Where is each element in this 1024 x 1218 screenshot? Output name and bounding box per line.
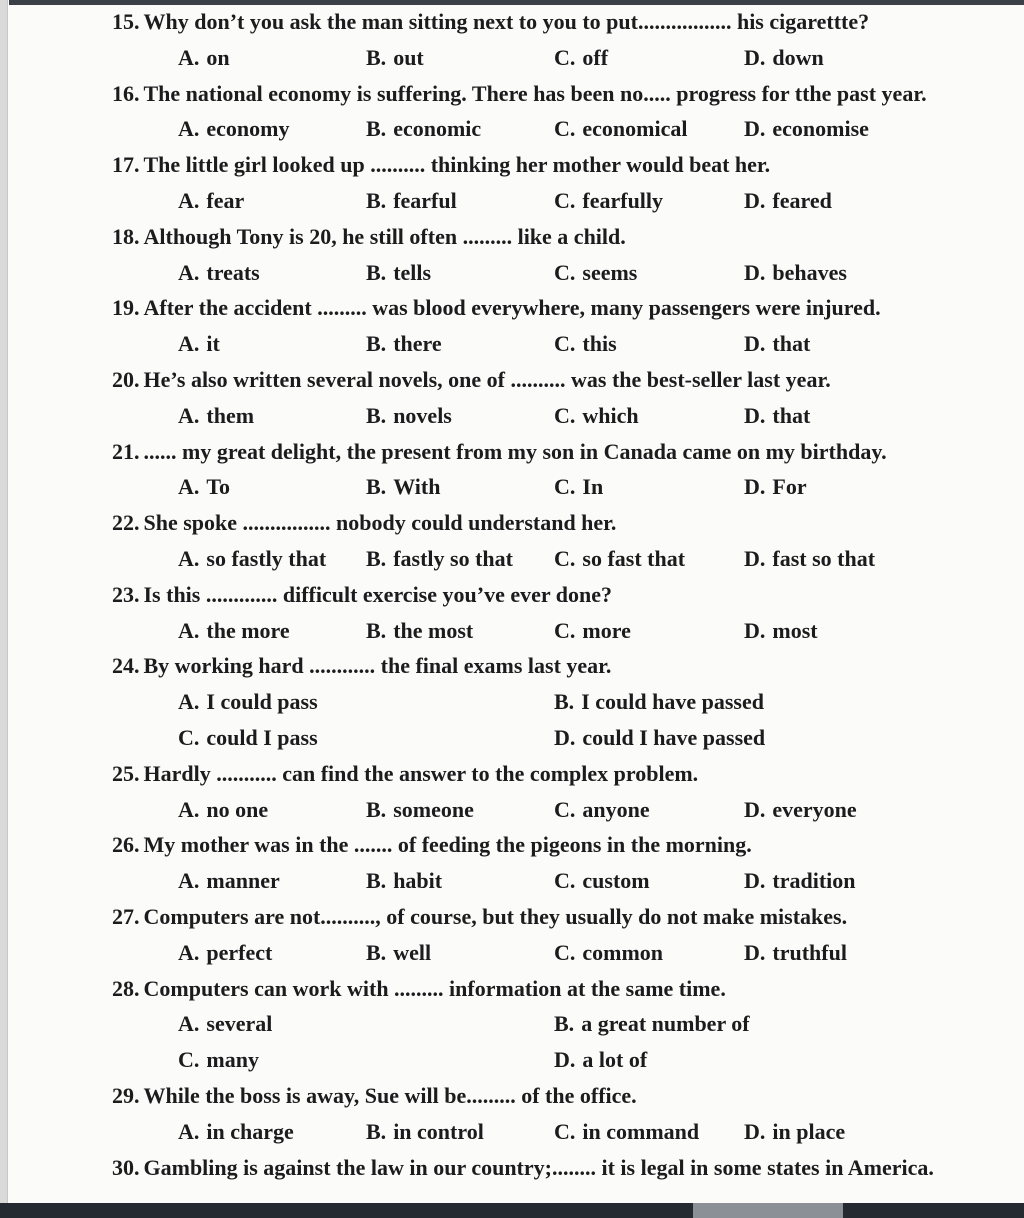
question-number: 26.	[112, 832, 140, 858]
option-text: In	[582, 474, 604, 500]
option-text: habit	[393, 868, 443, 894]
options-row	[112, 326, 952, 362]
question-text	[112, 577, 952, 613]
option-item	[178, 613, 366, 649]
option-label: D.	[554, 1047, 576, 1073]
option-text: behaves	[772, 259, 847, 285]
option-text: To	[206, 474, 231, 500]
option-text: With	[393, 474, 441, 500]
option-label: A.	[178, 474, 200, 500]
option-label: C.	[554, 44, 576, 70]
option-label: C.	[178, 724, 200, 750]
option-item	[366, 255, 554, 291]
option-text: the more	[206, 617, 290, 643]
question-body: He’s also written several novels, one of .......... was the best-seller last year.	[143, 366, 831, 392]
option-item	[554, 326, 744, 362]
question-block	[112, 971, 952, 1078]
question-number: 19.	[112, 295, 140, 321]
option-label: A.	[178, 1118, 200, 1144]
option-text: fearfully	[582, 187, 664, 213]
option-item	[554, 40, 744, 76]
question-number: 22.	[112, 510, 140, 536]
option-item	[366, 541, 554, 577]
option-text: on	[206, 44, 230, 70]
question-body: ...... my great delight, the present from my son in Canada came on my birthday.	[143, 438, 887, 464]
question-number: 16.	[112, 80, 140, 106]
option-item	[554, 111, 744, 147]
question-number: 18.	[112, 223, 140, 249]
question-block	[112, 290, 952, 362]
option-text: in charge	[206, 1118, 294, 1144]
option-text: could I have passed	[582, 724, 766, 750]
document-page	[112, 4, 952, 1185]
option-text: common	[582, 939, 664, 965]
option-item	[178, 398, 366, 434]
option-item	[744, 541, 952, 577]
options-row	[112, 684, 952, 756]
option-item	[554, 1006, 952, 1042]
option-text: everyone	[772, 796, 857, 822]
question-number: 25.	[112, 760, 140, 786]
option-label: B.	[366, 545, 387, 571]
option-item	[366, 469, 554, 505]
option-label: B.	[366, 796, 387, 822]
option-label: C.	[554, 187, 576, 213]
question-number: 20.	[112, 366, 140, 392]
question-text	[112, 1150, 952, 1186]
option-label: D.	[744, 868, 766, 894]
question-body: While the boss is away, Sue will be......... of the office.	[143, 1082, 637, 1108]
option-item	[744, 326, 952, 362]
option-label: A.	[178, 1011, 200, 1037]
question-text	[112, 219, 952, 255]
option-item	[366, 792, 554, 828]
question-block	[112, 1078, 952, 1150]
option-label: C.	[554, 939, 576, 965]
option-item	[744, 255, 952, 291]
option-item	[744, 398, 952, 434]
question-block	[112, 577, 952, 649]
option-text: the most	[393, 617, 474, 643]
question-block	[112, 434, 952, 506]
question-number: 27.	[112, 903, 140, 929]
option-label: C.	[554, 259, 576, 285]
options-row	[112, 469, 952, 505]
option-text: I could pass	[206, 689, 318, 715]
option-item	[178, 863, 366, 899]
question-block	[112, 362, 952, 434]
option-item	[366, 613, 554, 649]
option-item	[178, 40, 366, 76]
option-label: D.	[744, 259, 766, 285]
option-label: A.	[178, 868, 200, 894]
option-item	[554, 255, 744, 291]
option-label: B.	[366, 259, 387, 285]
question-body: By working hard ............ the final exams last year.	[143, 653, 612, 679]
option-label: C.	[554, 402, 576, 428]
options-row	[112, 255, 952, 291]
option-label: D.	[744, 44, 766, 70]
option-text: in place	[772, 1118, 846, 1144]
option-item	[554, 684, 952, 720]
option-text: fearful	[393, 187, 457, 213]
option-item	[178, 326, 366, 362]
option-item	[554, 613, 744, 649]
option-text: anyone	[582, 796, 650, 822]
option-label: B.	[366, 617, 387, 643]
question-text	[112, 4, 952, 40]
question-body: Computers are not.........., of course, but they usually do not make mistakes.	[143, 903, 848, 929]
option-item	[366, 40, 554, 76]
option-label: A.	[178, 545, 200, 571]
options-row	[112, 1006, 952, 1078]
option-label: A.	[178, 259, 200, 285]
question-body: Why don’t you ask the man sitting next to you to put................. his cigarettte?	[143, 9, 870, 34]
option-item	[178, 935, 366, 971]
option-label: B.	[366, 44, 387, 70]
option-label: B.	[366, 868, 387, 894]
option-item	[178, 183, 366, 219]
option-text: many	[206, 1047, 259, 1073]
option-label: D.	[744, 1118, 766, 1144]
option-text: in control	[393, 1118, 484, 1144]
question-text	[112, 362, 952, 398]
option-text: off	[582, 44, 609, 70]
option-item	[366, 326, 554, 362]
options-row	[112, 40, 952, 76]
option-item	[366, 863, 554, 899]
option-label: D.	[744, 331, 766, 357]
option-item	[366, 1114, 554, 1150]
question-number: 15.	[112, 9, 140, 34]
question-text	[112, 648, 952, 684]
scrollbar-thumb[interactable]	[693, 1203, 843, 1218]
option-label: D.	[744, 187, 766, 213]
option-label: D.	[744, 796, 766, 822]
option-text: them	[206, 402, 255, 428]
option-text: there	[393, 331, 442, 357]
question-block	[112, 899, 952, 971]
option-text: custom	[582, 868, 650, 894]
option-item	[178, 1006, 554, 1042]
options-row	[112, 792, 952, 828]
option-label: D.	[744, 939, 766, 965]
page-left-margin-strip	[0, 0, 8, 1218]
question-text	[112, 505, 952, 541]
option-item	[366, 183, 554, 219]
question-text	[112, 1078, 952, 1114]
question-text	[112, 76, 952, 112]
question-number: 17.	[112, 152, 140, 178]
question-body: The little girl looked up .......... thinking her mother would beat her.	[143, 152, 771, 178]
option-label: C.	[178, 1047, 200, 1073]
option-item	[744, 183, 952, 219]
question-block	[112, 505, 952, 577]
option-label: D.	[744, 617, 766, 643]
option-label: C.	[554, 617, 576, 643]
option-text: novels	[393, 402, 452, 428]
option-label: D.	[744, 474, 766, 500]
option-text: economy	[206, 116, 290, 142]
option-text: that	[772, 331, 811, 357]
option-label: A.	[178, 939, 200, 965]
option-text: it	[206, 331, 220, 357]
question-number: 24.	[112, 653, 140, 679]
question-body: Is this ............. difficult exercise you’ve ever done?	[143, 581, 612, 607]
option-item	[554, 183, 744, 219]
option-label: D.	[744, 545, 766, 571]
options-row	[112, 1114, 952, 1150]
option-item	[366, 111, 554, 147]
question-body: My mother was in the ....... of feeding the pigeons in the morning.	[143, 832, 752, 858]
option-label: A.	[178, 116, 200, 142]
option-item	[178, 1042, 554, 1078]
options-row	[112, 863, 952, 899]
question-text	[112, 971, 952, 1007]
option-text: most	[772, 617, 818, 643]
option-label: C.	[554, 474, 576, 500]
option-label: B.	[366, 939, 387, 965]
option-label: B.	[366, 1118, 387, 1144]
question-number: 29.	[112, 1082, 140, 1108]
option-label: B.	[366, 474, 387, 500]
option-text: could I pass	[206, 724, 318, 750]
question-body: Although Tony is 20, he still often ......... like a child.	[143, 223, 626, 249]
option-text: fastly so that	[393, 545, 513, 571]
option-text: economical	[582, 116, 688, 142]
option-item	[554, 935, 744, 971]
option-text: in command	[582, 1118, 700, 1144]
option-item	[366, 935, 554, 971]
question-block	[112, 76, 952, 148]
question-body: The national economy is suffering. There has been no..... progress for tthe past year.	[143, 80, 927, 106]
question-number: 30.	[112, 1154, 140, 1180]
option-item	[178, 720, 554, 756]
option-text: out	[393, 44, 424, 70]
question-block	[112, 756, 952, 828]
option-item	[554, 1114, 744, 1150]
option-text: perfect	[206, 939, 273, 965]
option-item	[366, 398, 554, 434]
option-label: C.	[554, 116, 576, 142]
question-number: 21.	[112, 438, 140, 464]
options-row	[112, 111, 952, 147]
question-number: 28.	[112, 975, 140, 1001]
option-item	[744, 792, 952, 828]
option-item	[178, 792, 366, 828]
question-text	[112, 756, 952, 792]
option-label: B.	[554, 689, 575, 715]
options-row	[112, 398, 952, 434]
options-row	[112, 183, 952, 219]
options-row	[112, 541, 952, 577]
option-label: C.	[554, 545, 576, 571]
option-label: D.	[744, 116, 766, 142]
option-item	[554, 863, 744, 899]
option-text: economic	[393, 116, 482, 142]
option-text: down	[772, 44, 824, 70]
option-label: A.	[178, 331, 200, 357]
question-text	[112, 827, 952, 863]
option-label: A.	[178, 402, 200, 428]
option-text: someone	[393, 796, 474, 822]
question-body: She spoke ................ nobody could understand her.	[143, 510, 617, 536]
option-item	[178, 469, 366, 505]
option-text: tradition	[772, 868, 856, 894]
option-item	[554, 541, 744, 577]
option-text: well	[393, 939, 432, 965]
option-label: C.	[554, 868, 576, 894]
option-text: this	[582, 331, 617, 357]
option-text: more	[582, 617, 631, 643]
option-text: manner	[206, 868, 280, 894]
option-item	[554, 720, 952, 756]
question-block-clipped	[112, 1150, 952, 1186]
option-text: fear	[206, 187, 245, 213]
option-item	[554, 1042, 952, 1078]
question-body: After the accident ......... was blood everywhere, many passengers were injured.	[143, 295, 881, 321]
option-label: D.	[554, 724, 576, 750]
question-block	[112, 827, 952, 899]
option-item	[554, 792, 744, 828]
option-label: D.	[744, 402, 766, 428]
option-item	[744, 40, 952, 76]
question-text	[112, 434, 952, 470]
option-label: B.	[366, 331, 387, 357]
bottom-scrollbar	[0, 1203, 1024, 1218]
option-text: that	[772, 402, 811, 428]
option-text: a great number of	[581, 1011, 750, 1037]
option-item	[178, 111, 366, 147]
option-label: A.	[178, 689, 200, 715]
option-text: economise	[772, 116, 869, 142]
option-item	[744, 613, 952, 649]
question-block	[112, 4, 952, 76]
question-body: Computers can work with ......... information at the same time.	[143, 975, 726, 1001]
option-item	[744, 935, 952, 971]
option-text: treats	[206, 259, 260, 285]
option-label: B.	[366, 116, 387, 142]
option-item	[744, 1114, 952, 1150]
option-item	[178, 1114, 366, 1150]
question-body: Hardly ........... can find the answer to the complex problem.	[143, 760, 699, 786]
option-item	[178, 684, 554, 720]
option-text: feared	[772, 187, 832, 213]
option-label: A.	[178, 44, 200, 70]
option-text: which	[582, 402, 639, 428]
option-item	[554, 469, 744, 505]
option-text: several	[206, 1011, 273, 1037]
question-block	[112, 219, 952, 291]
question-text	[112, 290, 952, 326]
option-text: fast so that	[772, 545, 876, 571]
top-edge-bar	[9, 0, 1024, 5]
option-label: B.	[366, 402, 387, 428]
options-row	[112, 935, 952, 971]
option-item	[178, 541, 366, 577]
option-label: A.	[178, 187, 200, 213]
option-text: I could have passed	[581, 689, 764, 715]
question-block	[112, 147, 952, 219]
option-item	[744, 469, 952, 505]
options-row	[112, 613, 952, 649]
option-item	[554, 398, 744, 434]
option-item	[744, 863, 952, 899]
option-text: no one	[206, 796, 269, 822]
option-label: C.	[554, 331, 576, 357]
option-item	[744, 111, 952, 147]
option-label: C.	[554, 796, 576, 822]
option-text: For	[772, 474, 807, 500]
option-label: C.	[554, 1118, 576, 1144]
question-body: Gambling is against the law in our country;........ it is legal in some states in America.	[143, 1154, 934, 1180]
option-text: so fast that	[582, 545, 686, 571]
option-label: A.	[178, 796, 200, 822]
option-text: tells	[393, 259, 432, 285]
option-text: a lot of	[582, 1047, 648, 1073]
option-label: B.	[366, 187, 387, 213]
question-text	[112, 147, 952, 183]
question-block	[112, 648, 952, 755]
question-text	[112, 899, 952, 935]
option-label: A.	[178, 617, 200, 643]
option-text: so fastly that	[206, 545, 327, 571]
option-text: seems	[582, 259, 638, 285]
question-number: 23.	[112, 581, 140, 607]
option-text: truthful	[772, 939, 847, 965]
option-item	[178, 255, 366, 291]
option-label: B.	[554, 1011, 575, 1037]
